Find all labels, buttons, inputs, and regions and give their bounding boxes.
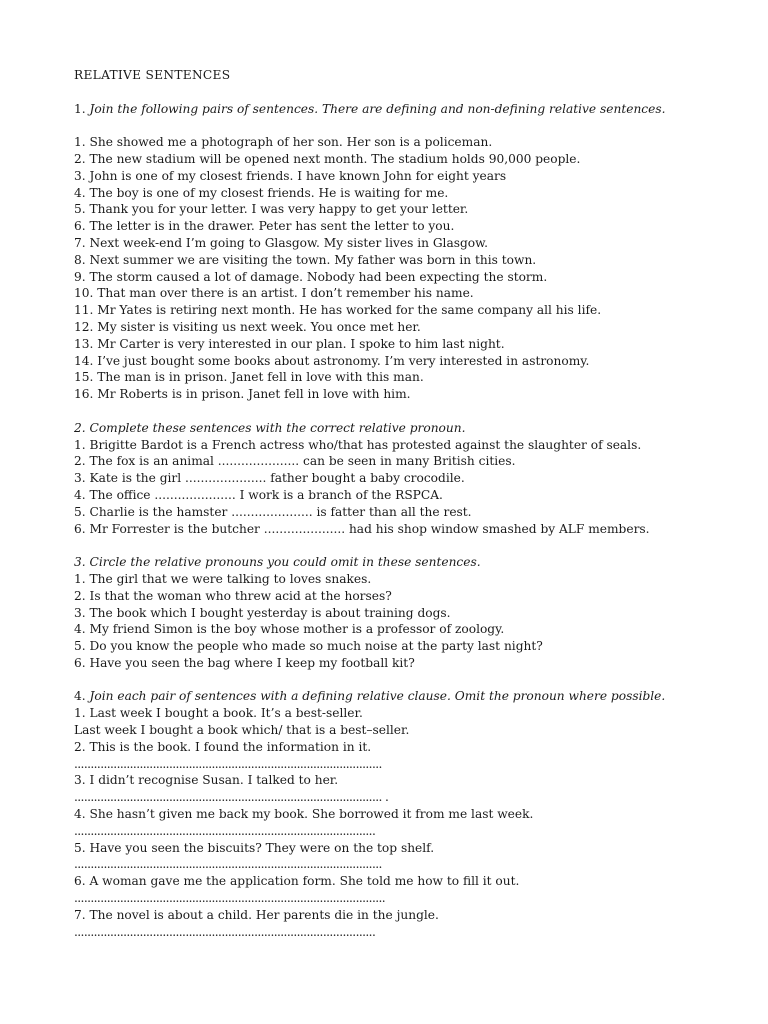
section1-number: 1. [74,101,86,116]
list-item: 6. Have you seen the bag where I keep my football kit? [74,655,415,670]
list-item: 1. The girl that we were talking to loves snakes. [74,571,372,586]
list-item: 5. Thank you for your letter. I was very happy to get your letter. [74,202,469,217]
section3-list [74,571,714,672]
spacer [74,403,714,420]
list-item: 16. Mr Roberts is in prison. Janet fell in love with him. [74,387,411,402]
answer-line[interactable]: .............................................................................................. [74,756,382,771]
answer-line[interactable]: ............................................................................................ [74,823,376,838]
section1-instruction: Join the following pairs of sentences. There are defining and non-defining relative sentences. [89,101,666,116]
list-item: 4. The boy is one of my closest friends. He is waiting for me. [74,185,449,200]
list-item: 3. The book which I bought yesterday is about training dogs. [74,605,451,620]
list-item: 2. Is that the woman who threw acid at the horses? [74,588,392,603]
list-item: 13. Mr Carter is very interested in our plan. I spoke to him last night. [74,336,505,351]
list-item: 2. The new stadium will be opened next month. The stadium holds 90,000 people. [74,151,581,166]
list-item: 7. Next week-end I’m going to Glasgow. My sister lives in Glasgow. [74,235,488,250]
list-item: 7. The novel is about a child. Her parents die in the jungle. [74,907,439,922]
list-item: 10. That man over there is an artist. I don’t remember his name. [74,286,474,301]
list-item: 15. The man is in prison. Janet fell in love with this man. [74,370,424,385]
list-item: 9. The storm caused a lot of damage. Nobody had been expecting the storm. [74,269,548,284]
answer-line[interactable]: .............................................................................................. [74,857,382,872]
list-item: 5. Have you seen the biscuits? They were on the top shelf. [74,840,435,855]
section1-list [74,134,714,403]
list-item: 6. Mr Forrester is the butcher ..................... had his shop window smashed by ALF members. [74,521,650,536]
section3-instruction: 3. Circle the relative pronouns you could omit in these sentences. [74,555,481,570]
list-item: 12. My sister is visiting us next week. You once met her. [74,319,421,334]
spacer [74,672,714,689]
list-item: 3. I didn’t recognise Susan. I talked to her. [74,773,339,788]
list-item: 2. The fox is an animal ..................... can be seen in many British cities. [74,454,516,469]
list-item: 3. John is one of my closest friends. I have known John for eight years [74,168,507,183]
list-item: 5. Do you know the people who made so much noise at the party last night? [74,639,543,654]
answer-line[interactable]: ............................................................................................ [74,924,376,939]
example-answer: Last week I bought a book which/ that is a best–seller. [74,723,410,738]
list-item: 4. The office ..................... I work is a branch of the RSPCA. [74,487,443,502]
list-item: 14. I’ve just bought some books about astronomy. I’m very interested in astronomy. [74,353,590,368]
page-title: RELATIVE SENTENCES [74,68,231,82]
list-item: 11. Mr Yates is retiring next month. He has worked for the same company all his life. [74,303,602,318]
list-item: 4. She hasn’t given me back my book. She borrowed it from me last week. [74,807,534,822]
list-item: 6. A woman gave me the application form. She told me how to fill it out. [74,874,520,889]
section4-heading [74,688,714,705]
worksheet [74,67,714,940]
answer-line[interactable]: ............................................................................................... [74,891,386,906]
list-item: 4. My friend Simon is the boy whose mother is a professor of zoology. [74,622,505,637]
list-item: 1. She showed me a photograph of her son. Her son is a policeman. [74,135,493,150]
section4-number: 4. [74,689,86,704]
section2-list [74,437,714,538]
list-item: 5. Charlie is the hamster ..................... is fatter than all the rest. [74,504,472,519]
list-item: 1. Brigitte Bardot is a French actress who/that has protested against the slaughter of seals. [74,437,642,452]
list-item: 8. Next summer we are visiting the town. My father was born in this town. [74,252,537,267]
spacer [74,117,714,134]
list-item: 6. The letter is in the drawer. Peter has sent the letter to you. [74,219,455,234]
list-item: 3. Kate is the girl ..................... father bought a baby crocodile. [74,471,465,486]
section2-instruction: 2. Complete these sentences with the correct relative pronoun. [74,420,466,435]
section1-heading [74,101,714,118]
spacer [74,84,714,101]
list-item: 1. Last week I bought a book. It’s a best-seller. [74,706,363,721]
section4-instruction: Join each pair of sentences with a defining relative clause. Omit the pronoun where possible. [89,689,666,704]
answer-line[interactable]: .............................................................................................. . [74,790,389,805]
list-item: 2. This is the book. I found the information in it. [74,739,372,754]
section4-list [74,705,714,940]
spacer [74,537,714,554]
